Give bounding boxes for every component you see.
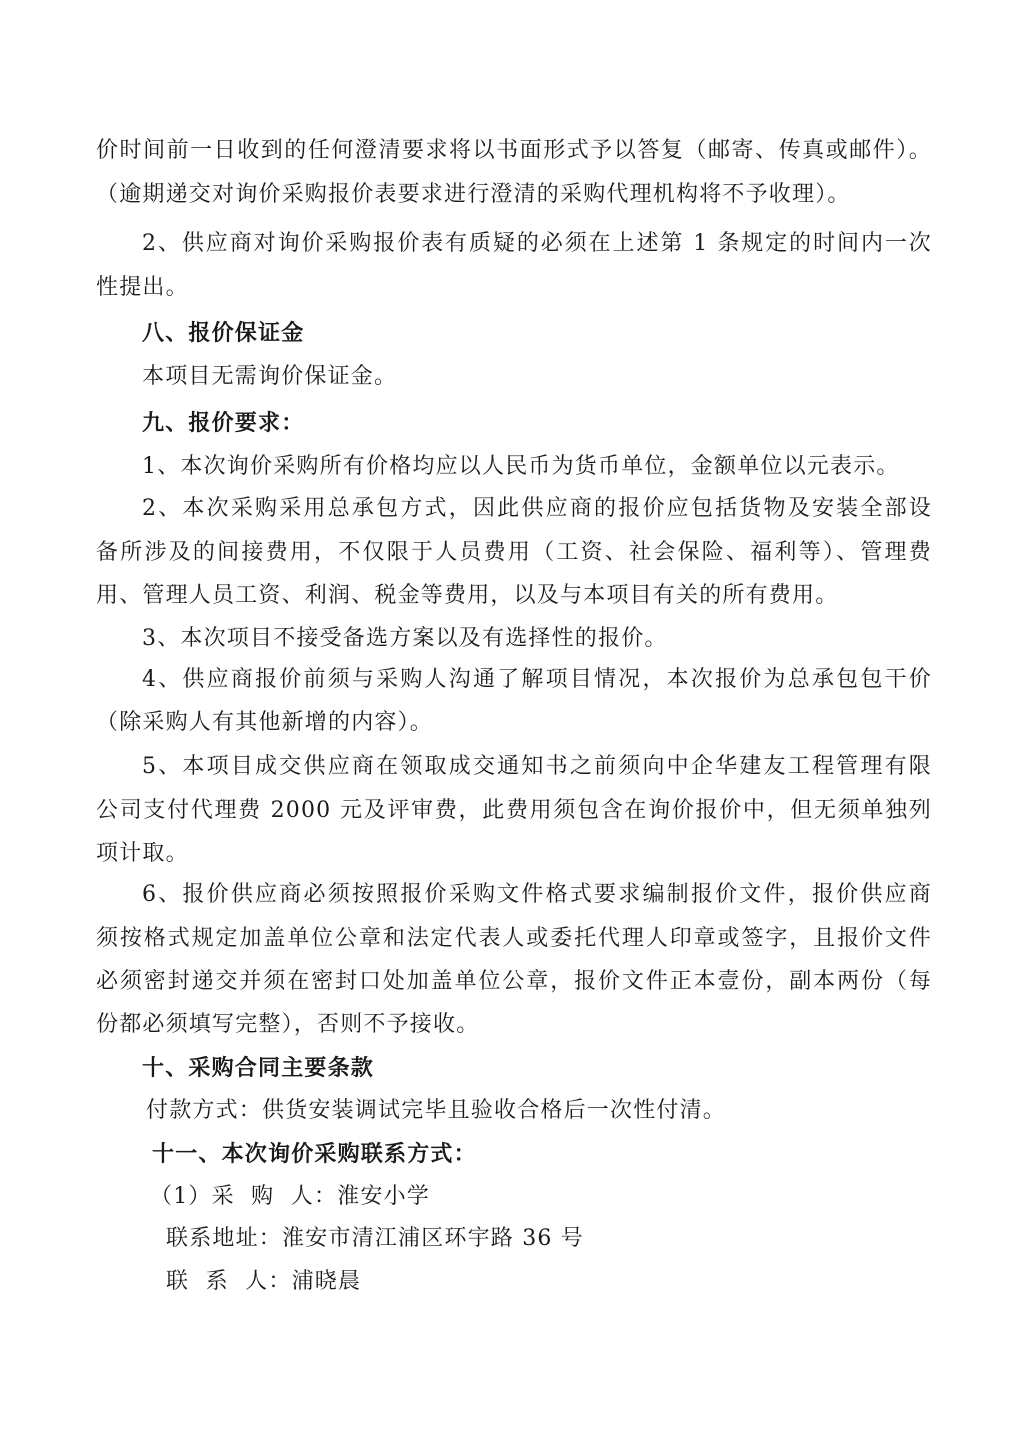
paragraph-line: 3、本次项目不接受备选方案以及有选择性的报价。 bbox=[142, 626, 668, 651]
paragraph-line: 份都必须填写完整），否则不予接收。 bbox=[96, 1012, 480, 1037]
paragraph-line: 性提出。 bbox=[96, 275, 189, 300]
paragraph-line: 2、供应商对询价采购报价表有质疑的必须在上述第 1 条规定的时间内一次 bbox=[142, 231, 932, 256]
paragraph-line: 6、报价供应商必须按照报价采购文件格式要求编制报价文件，报价供应商 bbox=[142, 882, 932, 907]
paragraph-line: （除采购人有其他新增的内容）。 bbox=[96, 710, 434, 735]
paragraph-line: 5、本项目成交供应商在领取成交通知书之前须向中企华建友工程管理有限 bbox=[142, 754, 932, 779]
paragraph-line: 用、管理人员工资、利润、税金等费用，以及与本项目有关的所有费用。 bbox=[96, 583, 839, 608]
paragraph-line: 项计取。 bbox=[96, 841, 189, 866]
section-heading: 九、报价要求： bbox=[142, 410, 305, 436]
paragraph-line: 付款方式：供货安装调试完毕且验收合格后一次性付清。 bbox=[146, 1098, 727, 1123]
section-heading: 十一、本次询价采购联系方式： bbox=[152, 1141, 477, 1167]
paragraph-line: 本项目无需询价保证金。 bbox=[142, 364, 398, 389]
paragraph-line: 2、本次采购采用总承包方式，因此供应商的报价应包括货物及安装全部设 bbox=[142, 496, 932, 521]
paragraph-line: 须按格式规定加盖单位公章和法定代表人或委托代理人印章或签字，且报价文件 bbox=[96, 926, 932, 951]
section-heading: 十、采购合同主要条款 bbox=[142, 1055, 375, 1081]
paragraph-line: 必须密封递交并须在密封口处加盖单位公章，报价文件正本壹份，副本两份（每 bbox=[96, 969, 932, 994]
paragraph-line: 备所涉及的间接费用，不仅限于人员费用（工资、社会保险、福利等）、管理费 bbox=[96, 540, 932, 565]
paragraph-line: 1、本次询价采购所有价格均应以人民币为货币单位，金额单位以元表示。 bbox=[142, 454, 900, 479]
paragraph-line: 价时间前一日收到的任何澄清要求将以书面形式予以答复（邮寄、传真或邮件）。 bbox=[96, 138, 932, 163]
contact-purchaser: （1）采 购 人：淮安小学 bbox=[150, 1184, 430, 1209]
paragraph-line: 公司支付代理费 2000 元及评审费，此费用须包含在询价报价中，但无须单独列 bbox=[96, 798, 932, 823]
contact-person: 联 系 人：浦晓晨 bbox=[166, 1269, 362, 1294]
section-heading: 八、报价保证金 bbox=[142, 320, 305, 346]
paragraph-line: 4、供应商报价前须与采购人沟通了解项目情况，本次报价为总承包包干价 bbox=[142, 667, 932, 692]
paragraph-line: （逾期递交对询价采购报价表要求进行澄清的采购代理机构将不予收理）。 bbox=[96, 182, 851, 207]
contact-address: 联系地址：淮安市清江浦区环宇路 36 号 bbox=[166, 1226, 584, 1251]
